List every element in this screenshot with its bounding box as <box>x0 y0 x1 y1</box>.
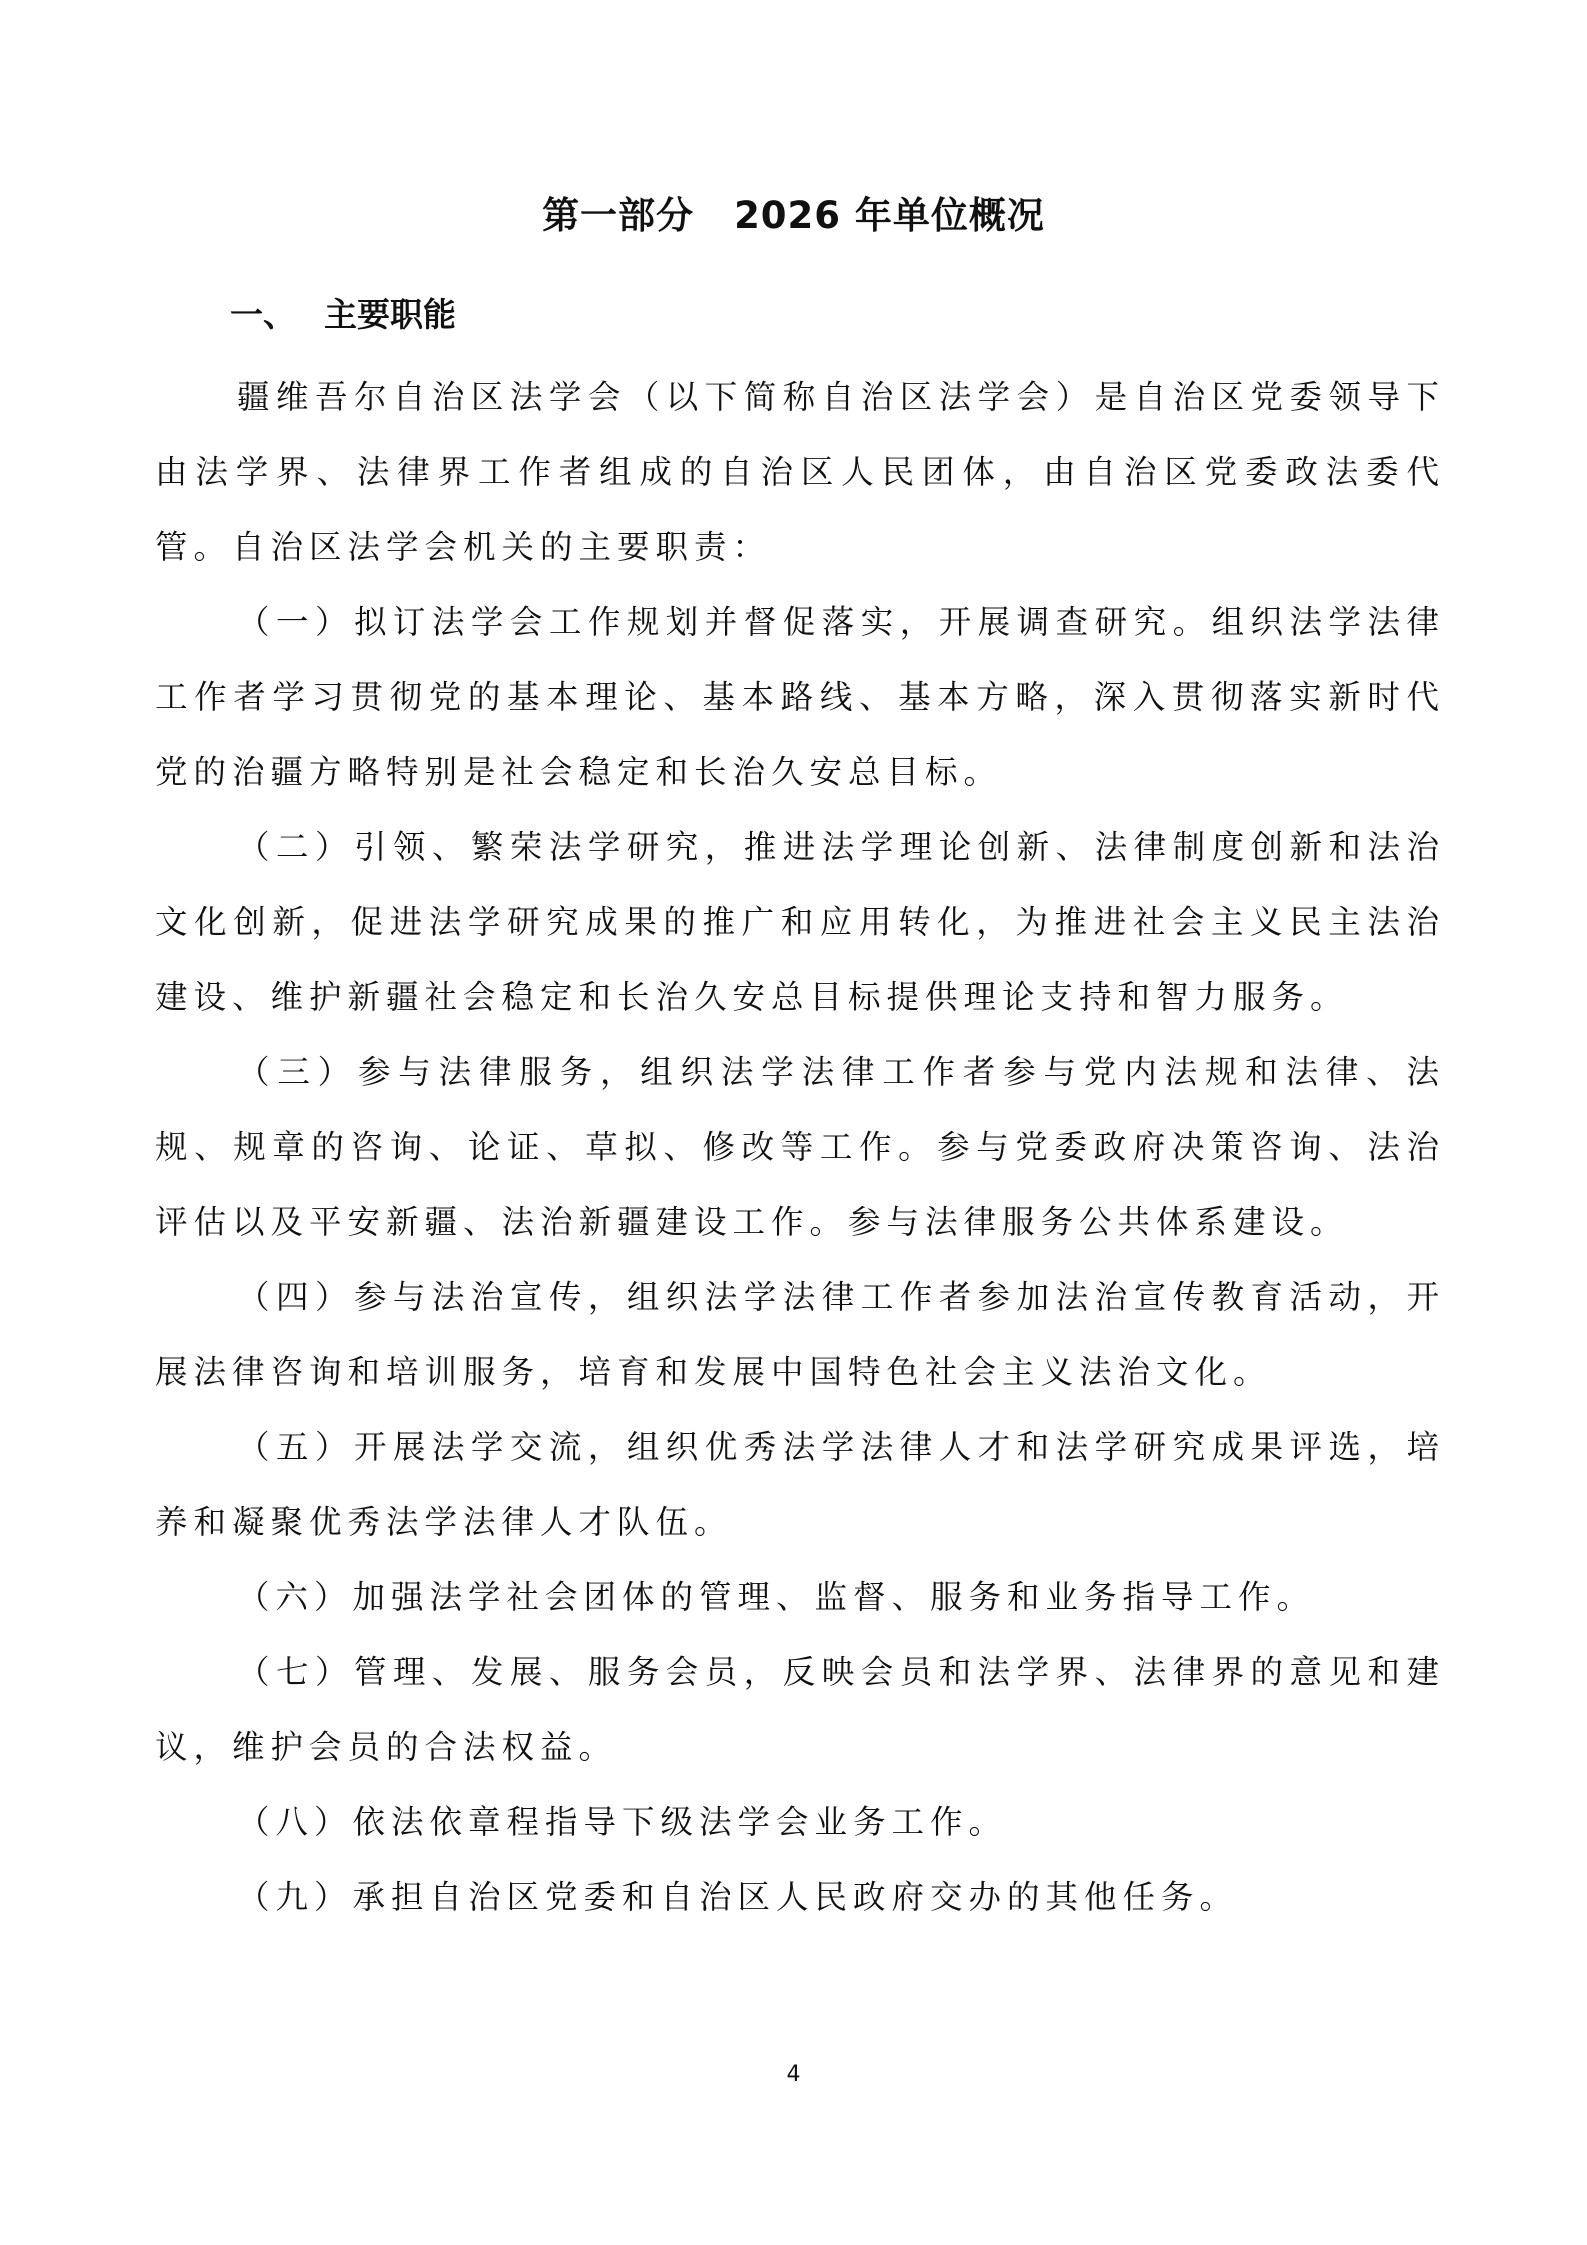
title-part: 第一部分 <box>542 194 695 237</box>
page-number: 4 <box>786 2062 801 2087</box>
intro-paragraph: 疆维吾尔自治区法学会（以下简称自治区法学会）是自治区党委领导下由法学界、法律界工作者组成的自治区人民团体，由自治区党委政法委代管。自治区法学会机关的主要职责： <box>155 378 1445 566</box>
page-title <box>0 192 1587 240</box>
duty-paragraph-4: （四）参与法治宣传，组织法学法律工作者参加法治宣传教育活动，开展法律咨询和培训服务，培育和发展中国特色社会主义法治文化。 <box>155 1278 1445 1391</box>
duty-paragraph-6: （六）加强法学社会团体的管理、监督、服务和业务指导工作。 <box>237 1578 1316 1616</box>
duty-paragraph-3: （三）参与法律服务，组织法学法律工作者参与党内法规和法律、法规、规章的咨询、论证、草拟、修改等工作。参与党委政府决策咨询、法治评估以及平安新疆、法治新疆建设工作。参与法律服务公共体系建设。 <box>155 1053 1445 1241</box>
duty-paragraph-7: （七）管理、发展、服务会员，反映会员和法学界、法律界的意见和建议，维护会员的合法权益。 <box>155 1653 1445 1766</box>
duty-paragraph-2: （二）引领、繁荣法学研究，推进法学理论创新、法律制度创新和法治文化创新，促进法学研究成果的推广和应用转化，为推进社会主义民主法治建设、维护新疆社会稳定和长治久安总目标提供理论支持和智力服务。 <box>155 828 1445 1016</box>
section-heading <box>230 293 456 337</box>
section-heading-text: 主要职能 <box>324 295 456 334</box>
duty-paragraph-1: （一）拟订法学会工作规划并督促落实，开展调查研究。组织法学法律工作者学习贯彻党的基本理论、基本路线、基本方略，深入贯彻落实新时代党的治疆方略特别是社会稳定和长治久安总目标。 <box>155 603 1445 791</box>
duty-paragraph-8: （八）依法依章程指导下级法学会业务工作。 <box>237 1803 1008 1841</box>
title-text: 2026 年单位概况 <box>734 194 1045 237</box>
duty-paragraph-5: （五）开展法学交流，组织优秀法学法律人才和法学研究成果评选，培养和凝聚优秀法学法律人才队伍。 <box>155 1428 1445 1541</box>
duty-paragraph-9: （九）承担自治区党委和自治区人民政府交办的其他任务。 <box>237 1878 1239 1916</box>
body-text <box>155 360 1445 1935</box>
section-number: 一、 <box>230 295 296 334</box>
